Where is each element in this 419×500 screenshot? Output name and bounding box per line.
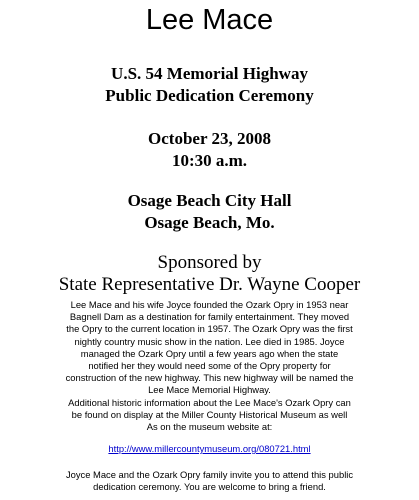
sponsor-line-2: State Representative Dr. Wayne Cooper xyxy=(58,274,361,295)
body-line: nightly country music show in the nation. Lee died in 1985. Joyce xyxy=(74,335,345,347)
body-line: notified her they would need some of the Opry property for xyxy=(88,360,331,372)
event-heading xyxy=(0,63,419,107)
closing-line: dedication ceremony. You are welcome to bring a friend. xyxy=(93,481,326,493)
body-line: As on the museum website at: xyxy=(146,421,273,433)
body-line: construction of the new highway. This new highway will be named the xyxy=(65,372,354,384)
sponsor-block xyxy=(0,252,419,296)
body-line: be found on display at the Miller County Historical Museum as well xyxy=(71,408,348,420)
event-time: 10:30 a.m. xyxy=(171,151,248,170)
body-line: Bagnell Dam as a destination for family entertainment. They moved xyxy=(69,311,350,323)
sponsor-line-1: Sponsored by xyxy=(157,252,262,273)
event-date: October 23, 2008 xyxy=(148,129,271,148)
closing-line: Joyce Mace and the Ozark Opry family invite you to attend this public xyxy=(65,469,354,480)
museum-link-row xyxy=(0,443,419,455)
closing-paragraph xyxy=(0,469,419,493)
body-line: Lee Mace and his wife Joyce founded the Ozark Opry in 1953 near xyxy=(70,299,349,310)
page-title: Lee Mace xyxy=(145,4,274,36)
event-datetime xyxy=(0,128,419,172)
museum-website-link[interactable]: http://www.millercountymuseum.org/080721.html xyxy=(108,443,311,454)
body-line: Additional historic information about the Lee Mace's Ozark Opry can xyxy=(68,396,351,408)
event-line-1: U.S. 54 Memorial Highway xyxy=(111,64,308,83)
body-line: the Opry to the current location in 1957. The Ozark Opry was the first xyxy=(66,323,353,335)
body-line: managed the Ozark Opry until a few years ago when the state xyxy=(80,347,339,359)
event-location xyxy=(0,190,419,234)
location-line-2: Osage Beach, Mo. xyxy=(144,213,275,232)
location-line-1: Osage Beach City Hall xyxy=(127,191,292,210)
body-line: Lee Mace Memorial Highway. xyxy=(148,384,271,396)
history-paragraph xyxy=(0,299,419,433)
event-line-2: Public Dedication Ceremony xyxy=(105,86,314,105)
